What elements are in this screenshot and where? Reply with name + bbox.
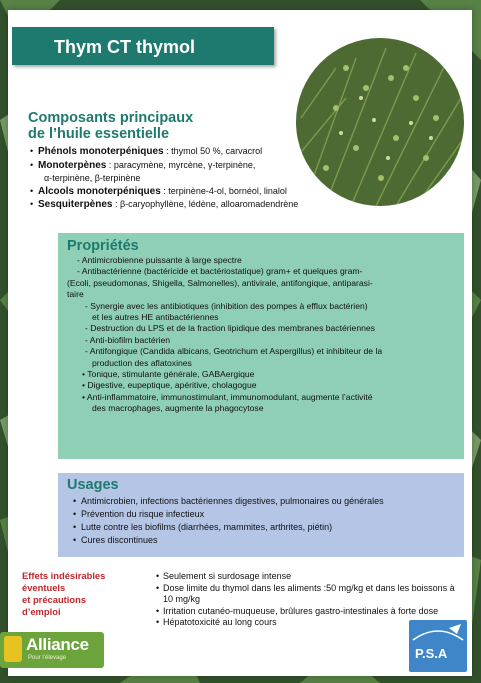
composant-detail: : terpinène-4-ol, bornéol, linalol <box>160 185 287 196</box>
propriete-line: taire <box>67 289 84 300</box>
psa-logo-text: P.S.A <box>415 646 448 661</box>
list-item: • Seulement si surdosage intense <box>156 571 456 583</box>
propriete-line: et les autres HE antibactériennes <box>92 312 219 323</box>
composants-heading-line2: de l’huile essentielle <box>28 126 170 142</box>
usages-section <box>58 473 464 557</box>
composant-category: Phénols monoterpéniques <box>38 146 164 157</box>
composants-list <box>28 145 358 212</box>
alliance-logo-name: Alliance <box>26 635 89 654</box>
list-item: • Irritation cutanéo-muqueuse, brûlures gastro-intestinales à forte dose <box>156 606 456 618</box>
list-item: • Cures discontinues <box>67 534 454 547</box>
alliance-logo <box>0 632 104 668</box>
proprietes-heading: Propriétés <box>67 238 139 254</box>
effets-label-line: et précautions <box>22 594 87 605</box>
composant-detail: : thymol 50 %, carvacrol <box>163 146 263 156</box>
list-item <box>28 145 358 159</box>
proprietes-section <box>58 233 464 459</box>
list-item: • Hépatotoxicité au long cours <box>156 617 456 629</box>
psa-logo <box>409 620 467 672</box>
list-item <box>28 198 358 212</box>
composant-detail: : paracymène, myrcène, γ-terpinène, <box>106 159 256 170</box>
usages-list <box>67 495 454 547</box>
effets-label-line: d’emploi <box>22 606 61 617</box>
propriete-line: - Antibactérienne (bactéricide et bactériostatique) gram+ et quelques gram- <box>77 266 363 277</box>
composant-detail: : β-caryophyllène, lédène, alloaromadendrène <box>112 199 299 209</box>
propriete-line: production des aflatoxines <box>92 357 192 368</box>
propriete-line: - Anti-biofilm bactérien <box>85 334 171 345</box>
list-item: • Antimicrobien, infections bactériennes digestives, pulmonaires ou générales <box>67 495 454 508</box>
effets-label-line: éventuels <box>22 582 66 593</box>
composant-category: Alcools monoterpéniques <box>38 185 161 197</box>
alliance-logo-subtitle: Pour l’élevage <box>28 655 67 661</box>
list-item: • Lutte contre les biofilms (diarrhées, mammites, arthrites, piétin) <box>67 521 454 534</box>
composant-detail: α-terpinène, β-terpinène <box>44 173 141 183</box>
list-item: • Dose limite du thymol dans les aliments :50 mg/kg et dans les boissons à 10 mg/kg <box>156 583 456 606</box>
list-item: • Prévention du risque infectieux <box>67 508 454 521</box>
propriete-line: - Antifongique (Candida albicans, Geotrichum et Aspergillus) et inhibiteur de la <box>85 346 383 357</box>
propriete-line: - Synergie avec les antibiotiques (inhibition des pompes à efflux bactérien) <box>85 300 368 311</box>
composants-heading <box>28 110 358 142</box>
effets-label <box>22 570 132 618</box>
propriete-line: des macrophages, augmente la phagocytose <box>92 403 264 414</box>
propriete-line: • Anti-inflammatoire, immunostimulant, immunomodulant, augmente l’activité <box>82 391 373 402</box>
composants-heading-line1: Composants principaux <box>28 110 194 126</box>
list-item <box>28 172 358 185</box>
composants-section <box>28 110 358 212</box>
composant-category: Sesquiterpènes <box>38 199 113 210</box>
propriete-line: - Antimicrobienne puissante à large spectre <box>77 255 242 265</box>
propriete-line: (Ecoli, pseudomonas, Shigella, Salmonelles), antivirale, antifongique, antiparasi- <box>67 277 373 288</box>
propriete-line: • Digestive, eupeptique, apéritive, cholagogue <box>82 380 257 391</box>
effets-label-line: Effets indésirables <box>22 570 106 581</box>
usages-heading: Usages <box>67 477 119 493</box>
list-item <box>28 159 358 173</box>
propriete-line: • Tonique, stimulante générale, GABAergique <box>82 369 255 380</box>
propriete-line: - Destruction du LPS et de la fraction lipidique des membranes bactériennes <box>85 323 375 334</box>
list-item <box>28 185 358 199</box>
composant-category: Monoterpènes <box>38 159 107 171</box>
alliance-emblem-icon <box>4 636 22 662</box>
page-title: Thym CT thymol <box>12 27 274 65</box>
